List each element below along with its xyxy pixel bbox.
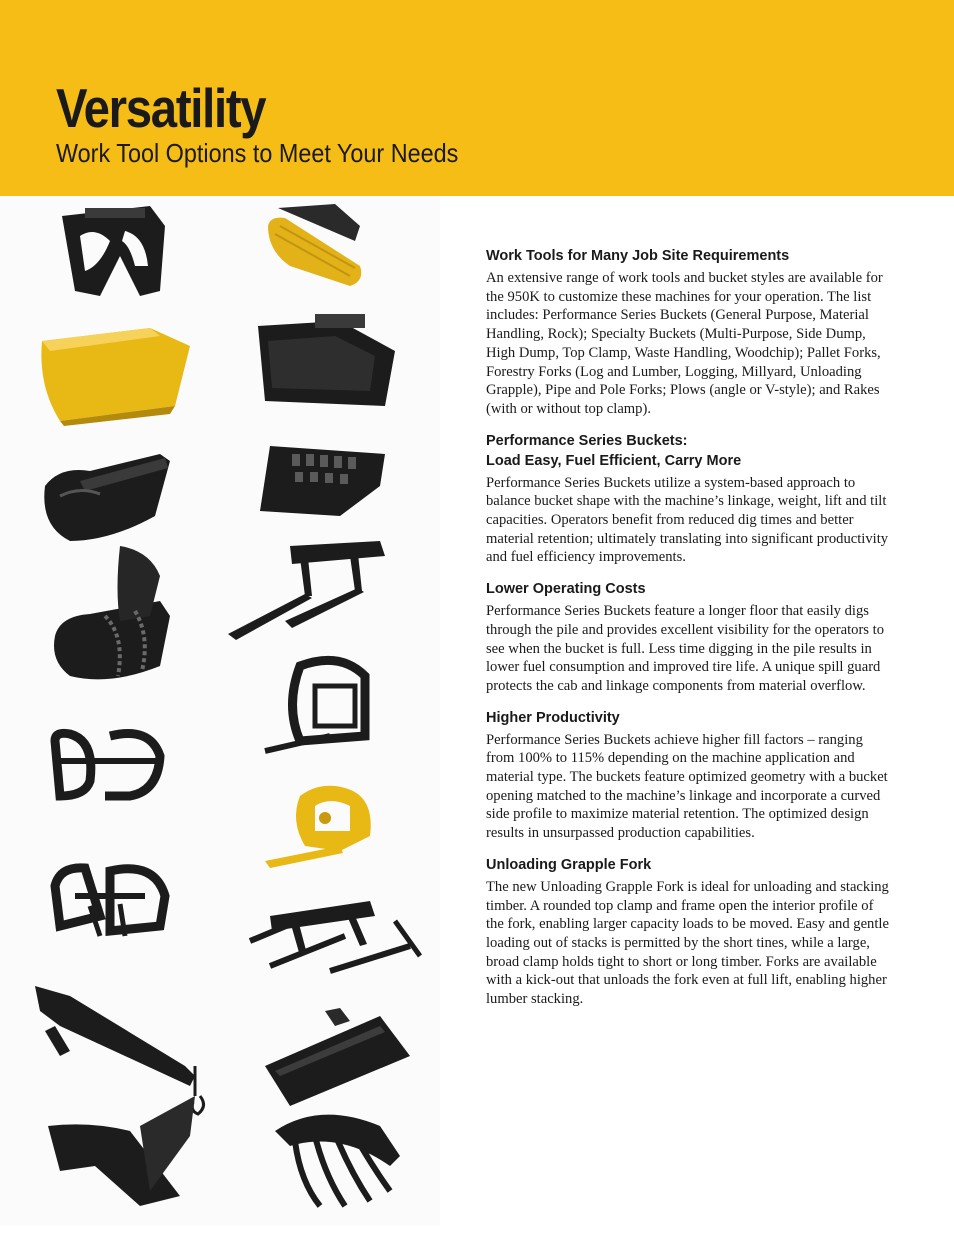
rake-tool: [275, 1115, 400, 1206]
text-column: [486, 246, 890, 1021]
pallet-fork-tool: [228, 541, 385, 640]
v-plow-tool: [48, 1096, 195, 1206]
top-clamp-bucket-tool: [44, 454, 170, 541]
grapple-bucket-tool: [54, 546, 170, 679]
section-heading: Unloading Grapple Fork: [486, 856, 652, 873]
section-heading-line1: Performance Series Buckets:: [486, 432, 688, 449]
section-body: Performance Series Buckets feature a longer floor that easily digs through the pile and provides excellent visibility for the operators to see when the bucket is full. Less time digging in the pile results in lower fuel consumption and improved tire life. A unique spill guard protects the cab and linkage components from material overflow.: [486, 603, 884, 694]
side-dump-bucket-tool: [258, 314, 395, 406]
angle-plow-tool: [265, 1008, 410, 1106]
page-subtitle: Work Tool Options to Meet Your Needs: [56, 138, 459, 168]
pipe-pole-fork-tool: [250, 901, 420, 971]
section-body: An extensive range of work tools and bucket styles are available for the 950K to customize these machines for your operation. The list includes: Performance Series Buckets (General Purpose, Material Handling, Rock); Specialty Buckets (Multi-Purpose, Side Dump, High Dump, Top Clamp, Waste Handling, Woodchip); Pallet Forks, Forestry Forks (Log and Lumber, Logging, Millyard, Unloading Grapple), Pipe and Pole Forks; Plows (angle or V-style); and Rakes (with or without top clamp).: [486, 270, 883, 417]
high-dump-bucket-tool: [260, 446, 385, 516]
section-lower-operating-costs: [486, 579, 890, 696]
section-work-tools: [486, 246, 890, 419]
log-grapple-tool: [62, 206, 165, 296]
section-heading: [486, 431, 890, 471]
millyard-fork-tool: [55, 868, 165, 936]
yellow-bucket-tool: [41, 328, 190, 426]
sweeper-broom-tool: [268, 204, 361, 286]
section-higher-productivity: [486, 708, 890, 843]
section-body: Performance Series Buckets achieve higher fill factors – ranging from 100% to 115% depending on the machine application and material type. The buckets feature optimized geometry with a bucket opening matched to the machine’s linkage and incorporate a curved side profile to maximize material retention. The optimized design results in unsurpassed production capabilities.: [486, 731, 888, 842]
work-tools-illustration: [0, 196, 440, 1226]
section-body: Performance Series Buckets utilize a system-based approach to balance bucket shape with the machine’s linkage, weight, lift and tilt capacities. Operators benefit from reduced dig times and better material retention; ultimately translating into significant productivity and fuel efficiency improvements.: [486, 474, 889, 566]
section-body: The new Unloading Grapple Fork is ideal for unloading and stacking timber. A rounded top clamp and frame open the interior profile of the fork, enabling larger capacity loads to be moved. Easy and gentle loading out of stacks is permitted by the short tines, while a large, broad clamp holds tight to short or long timber. Forks are available with a kick-out that unloads the fork even at full lift, enabling higher lumber stacking.: [486, 878, 889, 1008]
section-heading: Lower Operating Costs: [486, 581, 646, 598]
page-title: Versatility: [56, 77, 266, 139]
material-handling-arm-tool: [35, 986, 204, 1114]
section-performance-series-buckets: [486, 431, 890, 568]
unloading-grapple-fork-tool: [265, 660, 365, 751]
section-heading: Higher Productivity: [486, 709, 620, 726]
section-unloading-grapple-fork: [486, 855, 890, 1009]
yellow-grapple-fork-tool: [265, 786, 371, 868]
logging-fork-tool: [55, 733, 160, 796]
section-heading: Work Tools for Many Job Site Requirements: [486, 248, 790, 264]
header-banner: [0, 0, 954, 196]
section-heading-line2: Load Easy, Fuel Efficient, Carry More: [486, 452, 742, 469]
